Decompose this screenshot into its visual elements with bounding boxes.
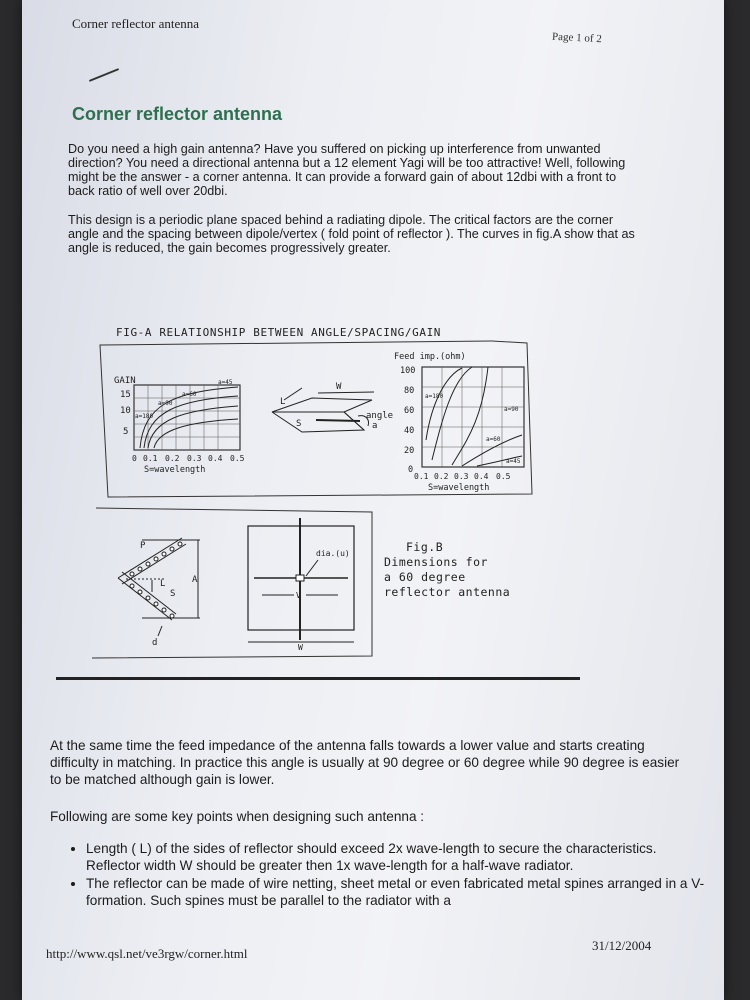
- side-label-d: d: [152, 638, 158, 648]
- gain-chart-ylabel: GAIN: [114, 376, 136, 386]
- figure-a-title: FIG-A RELATIONSHIP BETWEEN ANGLE/SPACING/GAIN: [116, 326, 442, 339]
- list-item: • The reflector can be made of wire netting, sheet metal or even fabricated metal spines arranged in a V-formation. Such spines must be parallel to the radiator with a: [86, 875, 706, 909]
- imp-xtick: 0.4: [474, 472, 489, 481]
- figure-b-side-view: [118, 538, 200, 648]
- intro-paragraph: Do you need a high gain antenna? Have you suffered on picking up interference from unwanted direction? You need a directional antenna but a 12 element Yagi will be too attractive! Well, following might be the answer - a corner antenna. It can provide a forward gain of about 12dbi with a front to back ratio of well over 20dbi.: [68, 142, 626, 198]
- design-paragraph: This design is a periodic plane spaced behind a radiating dipole. The critical factors are the corner angle and the spacing between dipole/vertex ( fold point of reflector ). The curves in fig.A show that as angle is reduced, the gain becomes progressively greater.: [68, 213, 635, 255]
- gain-xlabel: S=wavelength: [144, 465, 206, 475]
- gain-xtick: 0.5: [230, 454, 245, 463]
- side-label-a: A: [192, 575, 198, 585]
- imp-ytick: 40: [404, 426, 415, 436]
- figure-b-caption: [384, 540, 510, 600]
- figure-b-caption-line: a 60 degree: [384, 570, 466, 584]
- dipole-label-a: a: [372, 421, 378, 431]
- impedance-paragraph: At the same time the feed impedance of the antenna falls towards a lower value and starts creating difficulty in matching. In practice this angle is usually at 90 degree or 60 degree while 90 degree is easier to be matched although gain is lower.: [50, 738, 680, 787]
- imp-curve-label: a=180: [425, 393, 444, 400]
- imp-ytick: 0: [408, 465, 414, 475]
- gain-ytick: 15: [120, 390, 131, 400]
- front-label-w: W: [298, 643, 303, 652]
- gain-xtick: 0.4: [208, 454, 223, 463]
- side-label-p: P: [140, 541, 146, 551]
- imp-curve-label: a=90: [504, 406, 519, 413]
- gain-curve-label: a=180: [135, 413, 154, 420]
- page-number: Page 1 of 2: [551, 30, 603, 46]
- gain-ytick: 10: [120, 406, 131, 416]
- gain-xtick: 0.2: [165, 454, 180, 463]
- list-item: • Length ( L) of the sides of reflector should exceed 2x wave-length to secure the characteristics. Reflector width W should be greater then 1x wave-length for a half-wave radiator.: [86, 840, 706, 874]
- imp-xlabel: S=wavelength: [428, 483, 490, 493]
- figure-a: [22, 0, 724, 700]
- key-points-intro: Following are some key points when designing such antenna :: [50, 809, 425, 824]
- page-title: Corner reflector antenna: [72, 104, 283, 124]
- side-label-s: S: [170, 589, 176, 599]
- imp-ytick: 60: [404, 406, 415, 416]
- imp-curve-label: a=45: [506, 458, 521, 465]
- imp-plot-area: [422, 367, 524, 467]
- imp-xtick: 0.3: [454, 472, 469, 481]
- imp-chart-ylabel: Feed imp.(ohm): [394, 352, 466, 362]
- document-page: [22, 0, 724, 1000]
- side-label-l: L: [160, 579, 166, 589]
- gain-chart: [114, 376, 245, 475]
- front-label-v: V: [296, 591, 301, 600]
- imp-ytick: 80: [404, 386, 415, 396]
- dipole-diagram: [272, 382, 393, 432]
- footer-url: http://www.qsl.net/ve3rgw/corner.html: [46, 946, 248, 961]
- dipole-label-s: S: [296, 419, 302, 429]
- gain-xtick: 0.3: [187, 454, 202, 463]
- gain-ytick: 5: [123, 427, 129, 437]
- figure-b-caption-line: reflector antenna: [384, 585, 511, 599]
- gain-curve-label: a=60: [182, 391, 197, 398]
- imp-ytick: 100: [400, 366, 416, 376]
- imp-xtick: 0.2: [434, 472, 449, 481]
- dipole-label-angle: angle: [366, 411, 394, 421]
- imp-xtick: 0.1: [414, 472, 429, 481]
- key-points-list: [50, 840, 706, 910]
- footer-date: 31/12/2004: [592, 938, 652, 953]
- imp-ytick: 20: [404, 446, 415, 456]
- page-header-title: Corner reflector antenna: [72, 16, 200, 31]
- impedance-chart: [394, 352, 524, 493]
- front-label-dia: dia.(u): [316, 549, 350, 558]
- imp-xtick: 0.5: [496, 472, 511, 481]
- figure-b-caption-line: Dimensions for: [384, 555, 488, 569]
- figure-b-front-view: [248, 518, 354, 652]
- figure-b-caption-line: Fig.B: [406, 540, 444, 554]
- section-divider: [56, 677, 580, 680]
- figure-b-frame: [92, 508, 372, 658]
- dipole-label-w: W: [336, 382, 342, 392]
- dipole-label-l: L: [280, 397, 286, 407]
- gain-curve-label: a=90: [158, 400, 173, 407]
- imp-curve-label: a=60: [486, 436, 501, 443]
- gain-xtick: 0: [132, 454, 137, 463]
- gain-curve-label: a=45: [218, 379, 233, 386]
- gain-xtick: 0.1: [143, 454, 158, 463]
